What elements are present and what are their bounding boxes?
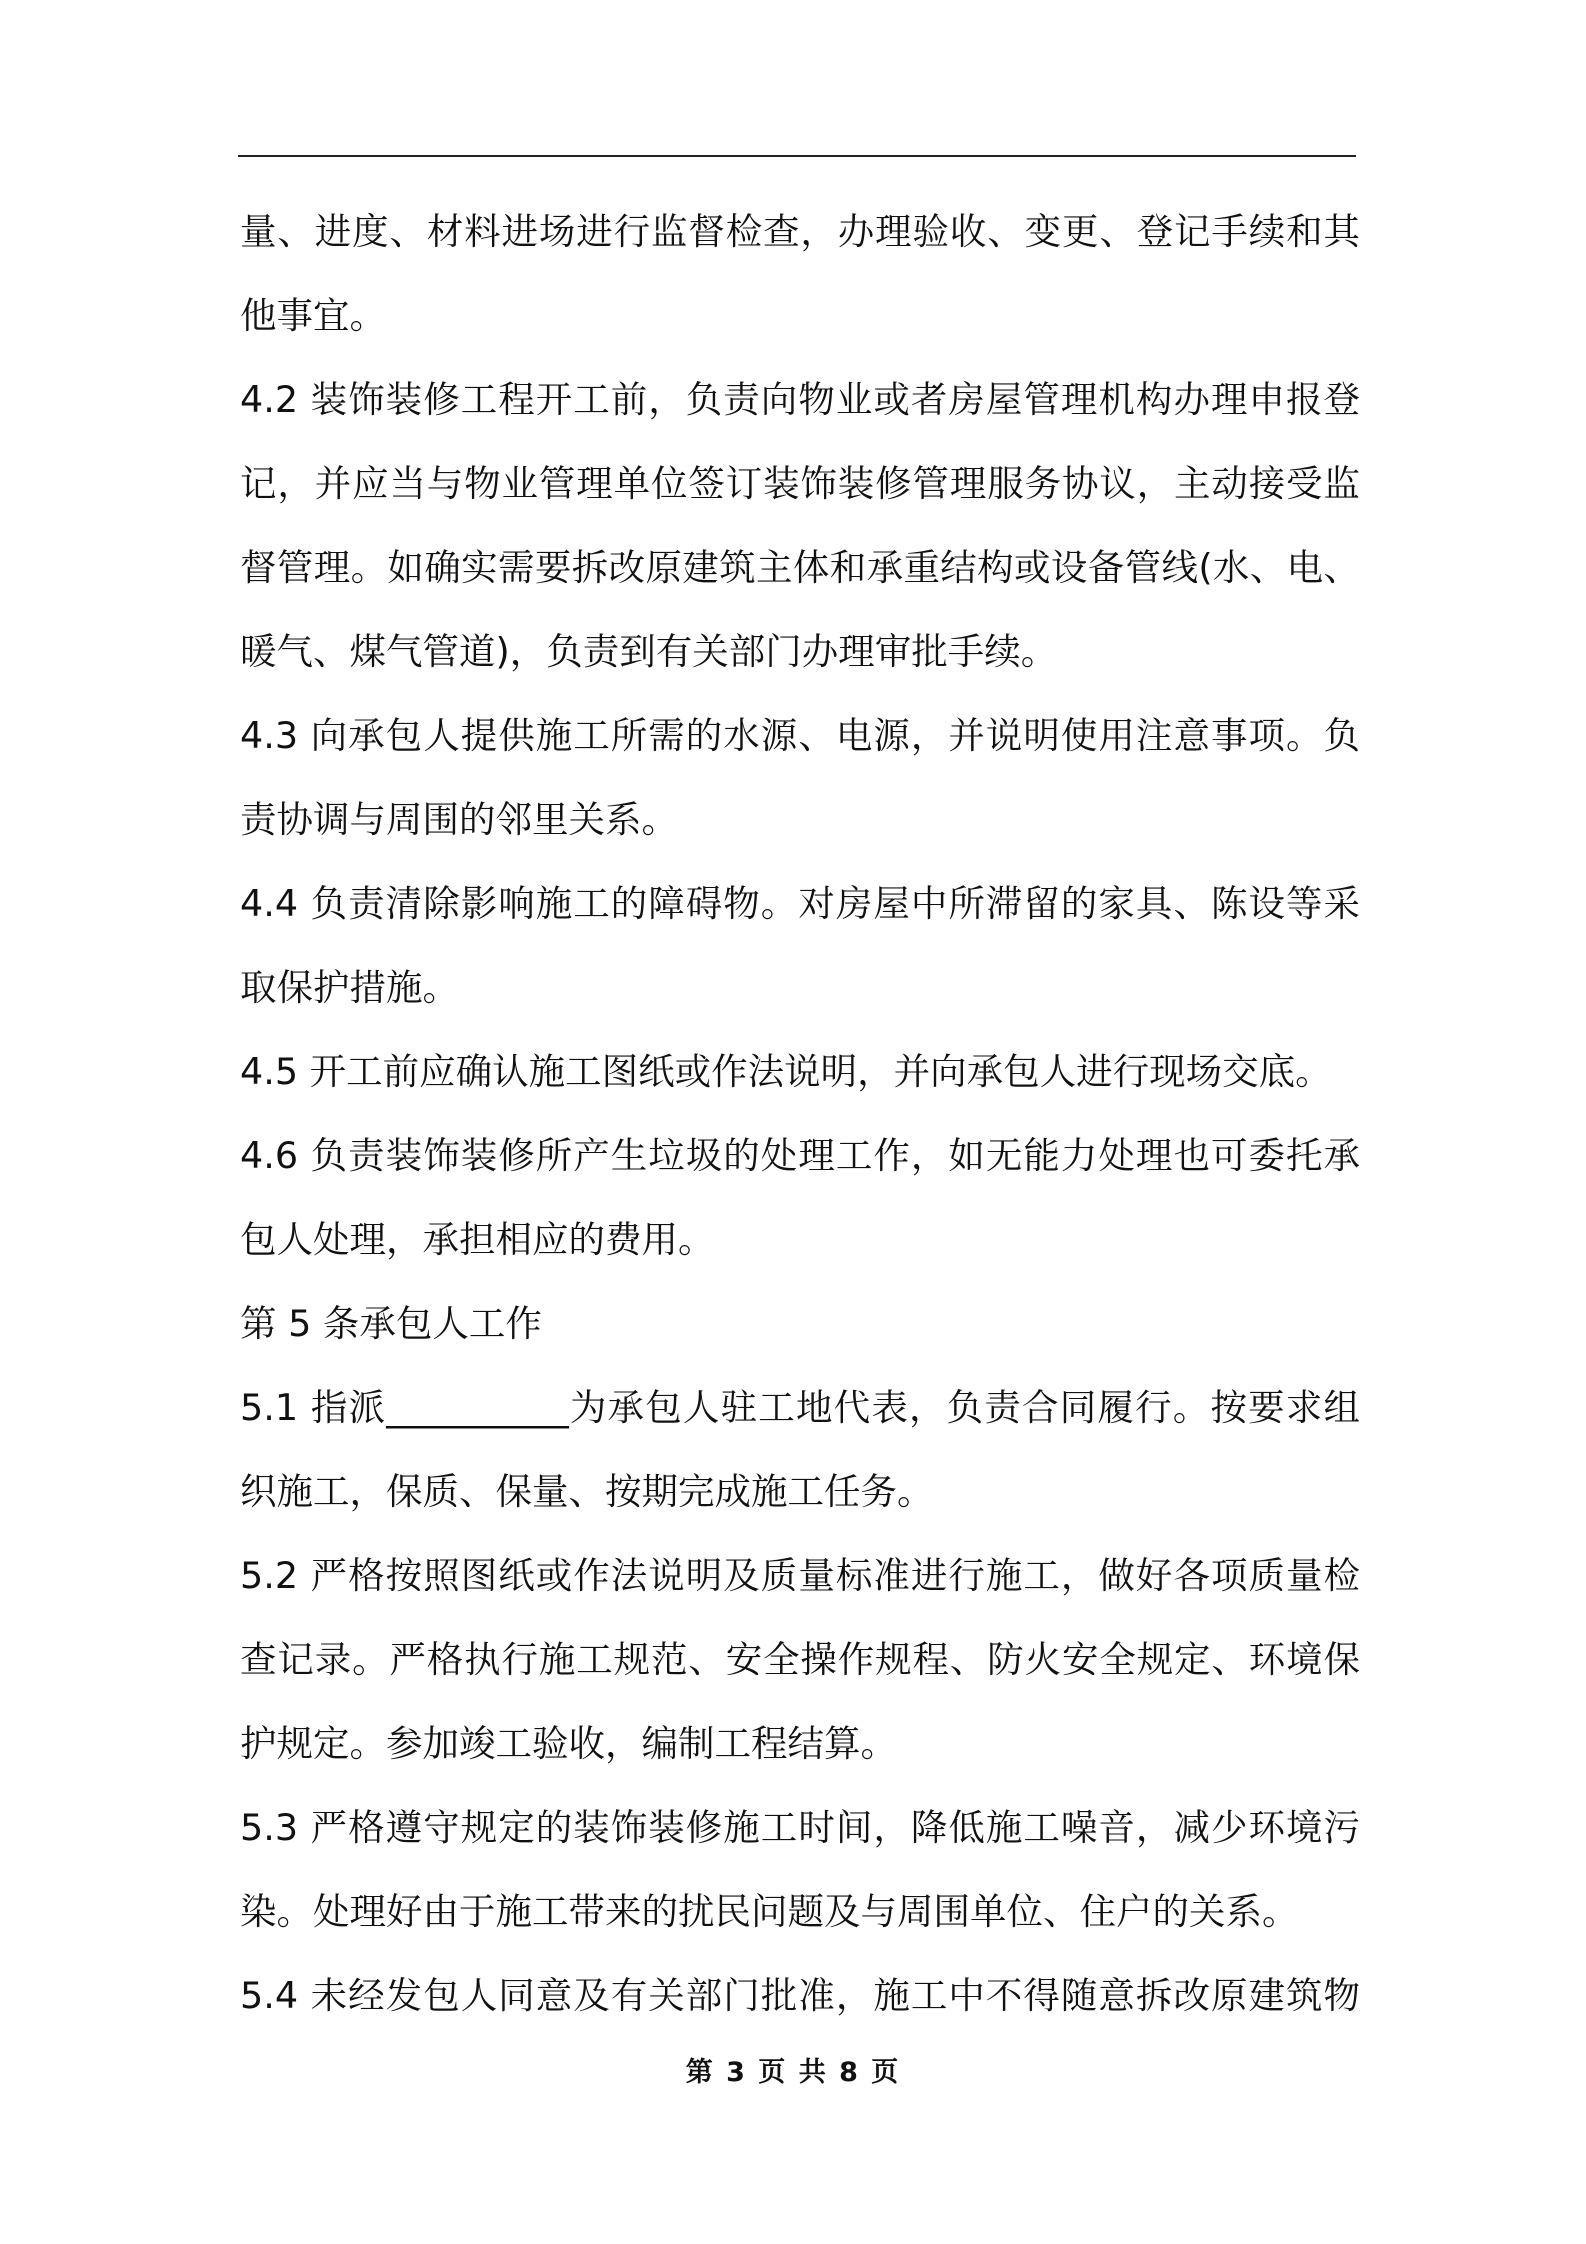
text-line: 5.4 未经发包人同意及有关部门批准，施工中不得随意拆改原建筑物 [240,1974,1360,2017]
text-line: 4.5 开工前应确认施工图纸或作法说明，并向承包人进行现场交底。 [240,1050,1332,1093]
text-line: 4.2 装饰装修工程开工前，负责向物业或者房屋管理机构办理申报登 [240,378,1360,421]
text-line: 4.4 负责清除影响施工的障碍物。对房屋中所滞留的家具、陈设等采 [240,882,1360,925]
text-line: 督管理。如确实需要拆改原建筑主体和承重结构或设备管线(水、电、 [240,546,1360,589]
page-footer [0,2050,1586,2089]
text-line: 4.6 负责装饰装修所产生垃圾的处理工作，如无能力处理也可委托承 [240,1134,1360,1177]
text-line: 他事宜。 [240,294,386,337]
text-line: 5.1 指派__________为承包人驻工地代表，负责合同履行。按要求组 [240,1386,1360,1429]
text-line: 5.3 严格遵守规定的装饰装修施工时间，降低施工噪音，减少环境污 [240,1806,1360,1849]
text-line: 5.2 严格按照图纸或作法说明及质量标准进行施工，做好各项质量检 [240,1554,1360,1597]
text-line: 织施工，保质、保量、按期完成施工任务。 [240,1470,934,1513]
text-line: 责协调与周围的邻里关系。 [240,798,678,841]
text-line: 取保护措施。 [240,966,459,1009]
body-text [240,190,1360,2038]
text-line: 记，并应当与物业管理单位签订装饰装修管理服务协议，主动接受监 [240,462,1360,505]
text-line: 查记录。严格执行施工规范、安全操作规程、防火安全规定、环境保 [240,1638,1360,1681]
text-line: 暖气、煤气管道)，负责到有关部门办理审批手续。 [240,630,1058,673]
page-number: 第 3 页 共 8 页 [685,2057,901,2088]
text-line: 染。处理好由于施工带来的扰民问题及与周围单位、住户的关系。 [240,1890,1299,1933]
section-heading: 第 5 条承包人工作 [240,1302,542,1345]
text-line: 包人处理，承担相应的费用。 [240,1218,715,1261]
text-line: 量、进度、材料进场进行监督检查，办理验收、变更、登记手续和其 [240,210,1360,253]
text-line: 护规定。参加竣工验收，编制工程结算。 [240,1722,897,1765]
header-rule [238,155,1356,157]
text-line: 4.3 向承包人提供施工所需的水源、电源，并说明使用注意事项。负 [240,714,1360,757]
